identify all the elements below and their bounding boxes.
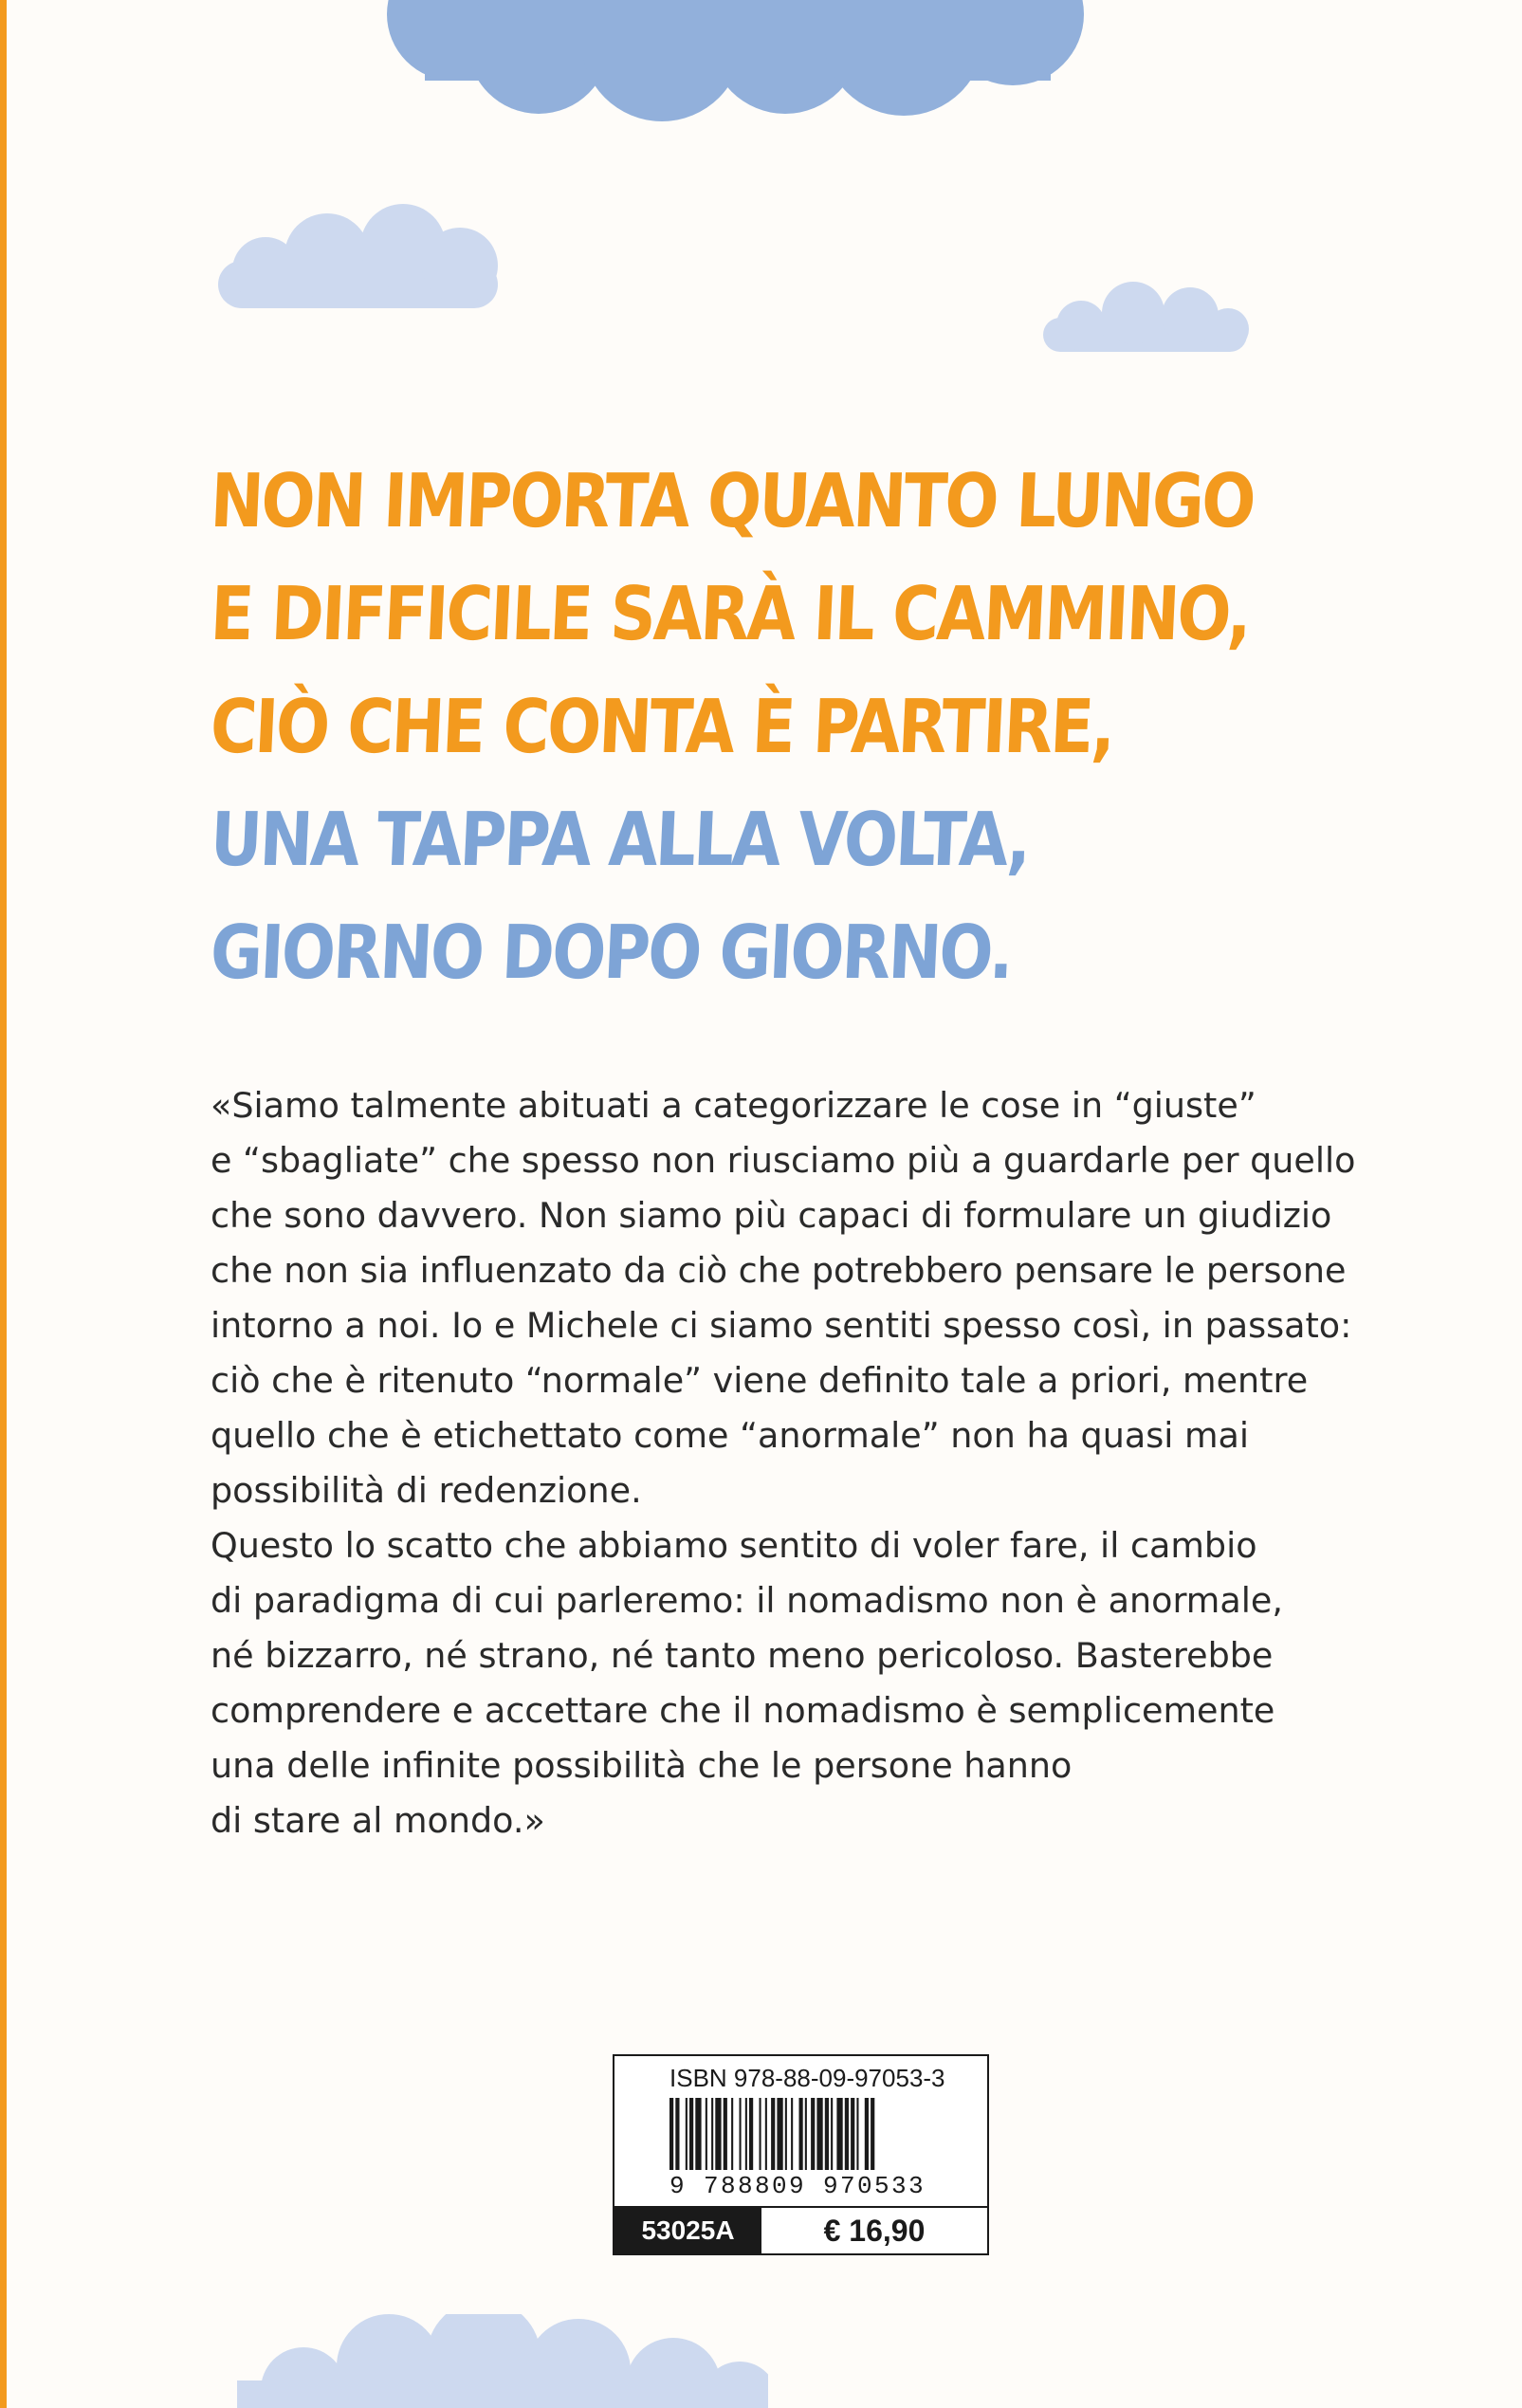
quote-line: che sono davvero. Non siamo più capaci di formulare un giudizio bbox=[211, 1195, 1332, 1236]
cloud-top-icon bbox=[387, 0, 1093, 133]
barcode-bar bbox=[851, 2098, 854, 2170]
blurb-quote bbox=[211, 1078, 1377, 1848]
barcode-bar bbox=[825, 2098, 829, 2170]
barcode-bar bbox=[785, 2098, 787, 2170]
quote-line: né bizzarro, né strano, né tanto meno pericoloso. Basterebbe bbox=[211, 1635, 1274, 1676]
quote-line: quello che è etichettato come “anormale” non ha quasi mai bbox=[211, 1415, 1250, 1456]
headline-line: NON IMPORTA QUANTO LUNGO bbox=[208, 459, 1256, 544]
cloud-right-icon bbox=[1034, 280, 1252, 356]
headline-line: CIÒ CHE CONTA È PARTIRE, bbox=[208, 685, 1115, 770]
quote-line: e “sbagliate” che spesso non riusciamo più a guardarle per quello bbox=[211, 1140, 1356, 1181]
headline-line: UNA TAPPA ALLA VOLTA, bbox=[208, 798, 1031, 883]
barcode-bar bbox=[686, 2098, 688, 2170]
headline bbox=[208, 446, 1423, 1010]
barcode-bar bbox=[760, 2098, 761, 2170]
quote-line: «Siamo talmente abituati a categorizzare le cose in “giuste” bbox=[211, 1085, 1256, 1126]
quote-line: di paradigma di cui parleremo: il nomadismo non è anormale, bbox=[211, 1580, 1283, 1621]
isbn-text: ISBN 978-88-09-97053-3 bbox=[669, 2064, 945, 2092]
barcode-bar bbox=[805, 2098, 807, 2170]
barcode-bar bbox=[836, 2098, 842, 2170]
barcode-bar bbox=[675, 2098, 679, 2170]
quote-line: che non sia influenzato da ciò che potrebbero pensare le persone bbox=[211, 1250, 1347, 1291]
barcode-bar bbox=[765, 2098, 767, 2170]
barcode-bar bbox=[749, 2098, 753, 2170]
product-code: 53025A bbox=[614, 2208, 761, 2253]
barcode-bar bbox=[669, 2098, 673, 2170]
barcode-bar bbox=[745, 2098, 747, 2170]
barcode-bar bbox=[695, 2098, 701, 2170]
cloud-left-icon bbox=[204, 204, 507, 313]
barcode-bar bbox=[706, 2098, 707, 2170]
barcode-bar bbox=[740, 2098, 742, 2170]
barcode-bar bbox=[724, 2098, 727, 2170]
barcode-bar bbox=[771, 2098, 775, 2170]
barcode-bar bbox=[845, 2098, 849, 2170]
quote-line: Questo lo scatto che abbiamo sentito di voler fare, il cambio bbox=[211, 1525, 1257, 1566]
barcode-digits: 9 788809 970533 bbox=[669, 2172, 926, 2200]
barcode-bar bbox=[816, 2098, 822, 2170]
headline-line: GIORNO DOPO GIORNO. bbox=[208, 910, 1014, 996]
quote-line: possibilità di redenzione. bbox=[211, 1470, 642, 1511]
barcode-bar bbox=[689, 2098, 693, 2170]
barcode-bar bbox=[711, 2098, 713, 2170]
price-row bbox=[614, 2206, 987, 2253]
quote-line: di stare al mondo.» bbox=[211, 1800, 545, 1841]
cloud-bottom-icon bbox=[237, 2314, 768, 2408]
barcode-box bbox=[613, 2054, 989, 2255]
headline-line: E DIFFICILE SARÀ IL CAMMINO, bbox=[208, 572, 1252, 657]
spine-edge bbox=[0, 0, 7, 2408]
barcode-bar bbox=[799, 2098, 803, 2170]
barcode-bar bbox=[715, 2098, 721, 2170]
barcode-bar bbox=[811, 2098, 815, 2170]
quote-line: comprendere e accettare che il nomadismo è semplicemente bbox=[211, 1690, 1275, 1731]
quote-line: una delle infinite possibilità che le persone hanno bbox=[211, 1745, 1073, 1786]
barcode-bar bbox=[777, 2098, 782, 2170]
barcode-bars bbox=[669, 2098, 963, 2170]
barcode-bar bbox=[731, 2098, 733, 2170]
quote-line: intorno a noi. Io e Michele ci siamo sentiti spesso così, in passato: bbox=[211, 1305, 1352, 1346]
barcode-bar bbox=[856, 2098, 858, 2170]
barcode-bar bbox=[865, 2098, 869, 2170]
barcode-bar bbox=[791, 2098, 793, 2170]
barcode-bar bbox=[871, 2098, 874, 2170]
barcode-bar bbox=[831, 2098, 833, 2170]
quote-line: ciò che è ritenuto “normale” viene definito tale a priori, mentre bbox=[211, 1360, 1309, 1401]
price: € 16,90 bbox=[823, 2213, 926, 2248]
